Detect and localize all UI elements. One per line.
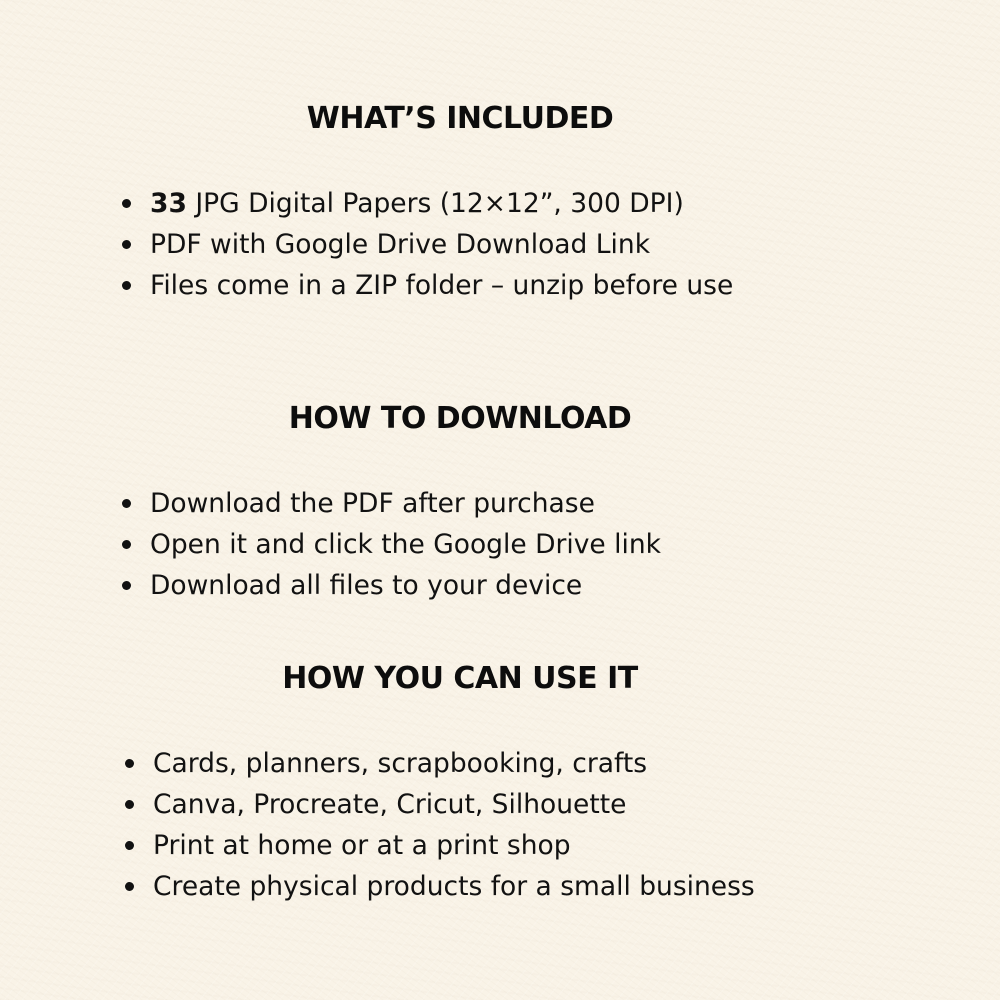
list-item <box>120 265 733 306</box>
bullet-icon <box>122 499 131 508</box>
list-item-text: Canva, Procreate, Cricut, Silhouette <box>153 789 627 820</box>
bullet-icon <box>125 841 134 850</box>
list-item-text: Create physical products for a small business <box>153 871 755 902</box>
list-item <box>123 743 755 784</box>
whats-included-list <box>120 183 733 306</box>
bullet-icon <box>122 540 131 549</box>
bullet-icon <box>122 199 131 208</box>
list-item-text: Cards, planners, scrapbooking, crafts <box>153 748 648 779</box>
bullet-icon <box>122 240 131 249</box>
how-to-download-list <box>120 483 661 606</box>
list-item <box>123 825 755 866</box>
list-item <box>120 183 733 224</box>
how-to-download-title: HOW TO DOWNLOAD <box>288 401 632 436</box>
list-item-text: JPG Digital Papers (12×12”, 300 DPI) <box>186 188 684 219</box>
bullet-icon <box>125 759 134 768</box>
list-item <box>120 224 733 265</box>
bullet-icon <box>125 800 134 809</box>
whats-included-title: WHAT’S INCLUDED <box>306 101 614 136</box>
paper-count: 33 <box>150 188 187 219</box>
list-item-text: Print at home or at a print shop <box>153 830 571 861</box>
list-item-text: Open it and click the Google Drive link <box>150 529 662 560</box>
bullet-icon <box>122 281 131 290</box>
list-item-text: Files come in a ZIP folder – unzip before use <box>150 270 734 301</box>
list-item-text: PDF with Google Drive Download Link <box>150 229 651 260</box>
list-item-text: Download the PDF after purchase <box>150 488 595 519</box>
list-item <box>123 866 755 907</box>
list-item <box>120 524 661 565</box>
list-item <box>120 565 661 606</box>
bullet-icon <box>122 581 131 590</box>
how-you-can-use-it-list <box>123 743 755 907</box>
bullet-icon <box>125 882 134 891</box>
list-item-text: Download all files to your device <box>150 570 583 601</box>
list-item <box>120 483 661 524</box>
list-item <box>123 784 755 825</box>
how-you-can-use-it-title: HOW YOU CAN USE IT <box>282 661 638 696</box>
